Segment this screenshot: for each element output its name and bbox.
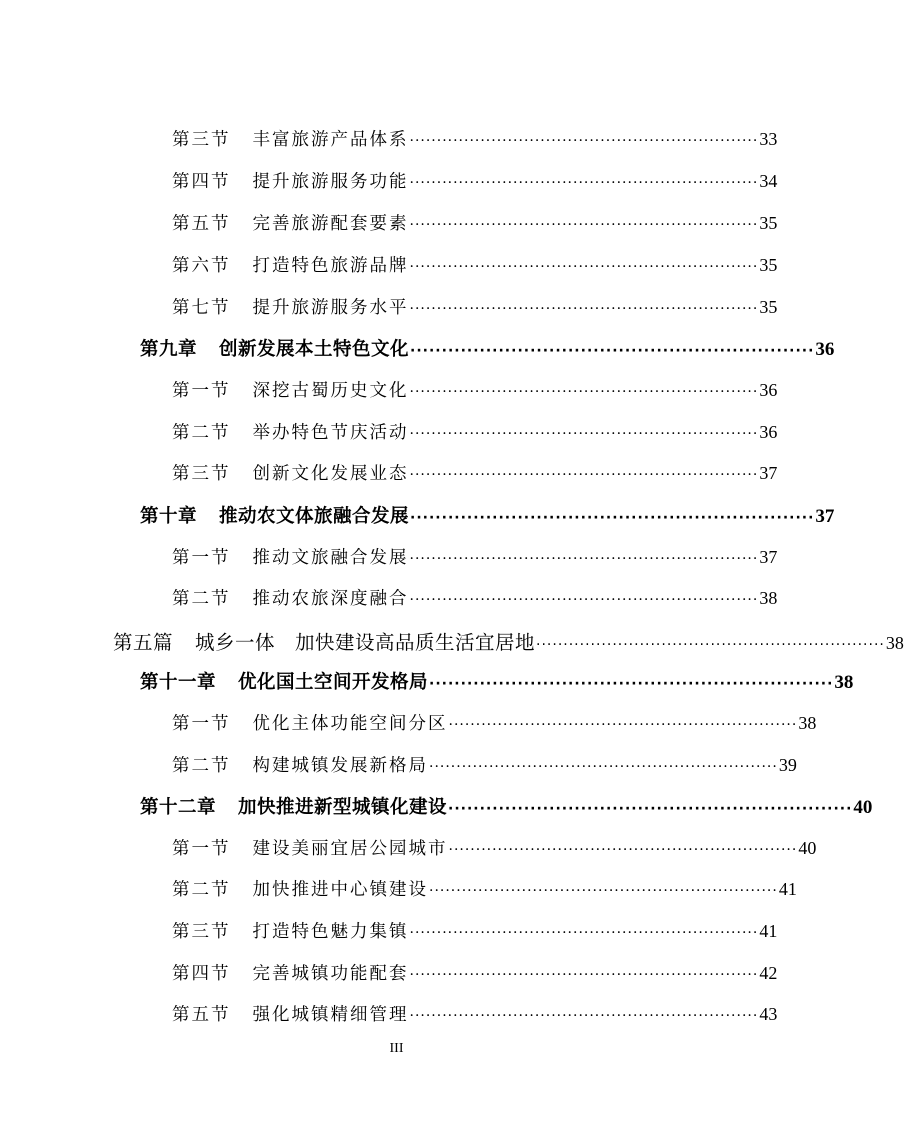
toc-section-entry[interactable]	[172, 544, 778, 569]
page-number: 40	[853, 797, 873, 818]
page-number: 35	[759, 297, 778, 317]
toc-section-entry[interactable]	[172, 876, 797, 901]
chapter-number: 第十二章	[140, 797, 217, 818]
section-number: 第四节	[172, 964, 231, 984]
toc-section-entry[interactable]	[172, 1001, 778, 1026]
page-number: 33	[759, 129, 778, 149]
toc-section-entry[interactable]	[172, 168, 778, 193]
page-number: 43	[759, 1004, 778, 1024]
chapter-number: 第九章	[140, 339, 198, 360]
part-number: 第五篇	[113, 631, 174, 654]
section-number: 第三节	[172, 464, 231, 484]
chapter-title: 推动农文体旅融合发展	[219, 506, 410, 527]
toc-section-entry[interactable]	[172, 377, 778, 402]
section-number: 第一节	[172, 714, 231, 734]
dot-leader: ································································	[409, 925, 759, 941]
section-title: 优化主体功能空间分区	[252, 714, 448, 734]
dot-leader: ································································	[448, 717, 798, 733]
dot-leader: ································································	[409, 259, 759, 275]
page-number: 34	[759, 171, 778, 191]
toc-section-entry[interactable]	[172, 918, 778, 943]
page-number: 39	[778, 755, 797, 775]
section-title: 举办特色节庆活动	[252, 423, 409, 443]
section-title: 打造特色旅游品牌	[252, 256, 409, 276]
dot-leader: ································································	[409, 1008, 759, 1024]
page-number: 42	[759, 963, 778, 983]
dot-leader: ································································	[409, 551, 759, 567]
toc-section-entry[interactable]	[172, 752, 797, 777]
chapter-number: 第十一章	[140, 672, 217, 693]
part-title: 城乡一体 加快建设高品质生活宜居地	[195, 631, 536, 654]
section-title: 打造特色魅力集镇	[252, 922, 409, 942]
toc-section-entry[interactable]	[172, 419, 778, 444]
page-number: 36	[759, 380, 778, 400]
toc-section-entry[interactable]	[172, 126, 778, 151]
dot-leader: ································································	[409, 301, 759, 317]
section-title: 加快推进中心镇建设	[252, 880, 428, 900]
dot-leader: ································································	[409, 217, 759, 233]
section-number: 第一节	[172, 381, 231, 401]
chapter-number: 第十章	[140, 506, 198, 527]
section-title: 丰富旅游产品体系	[252, 130, 409, 150]
section-number: 第五节	[172, 214, 231, 234]
page-number: 35	[759, 213, 778, 233]
dot-leader: ································································	[429, 759, 778, 775]
section-title: 构建城镇发展新格局	[252, 756, 428, 776]
section-number: 第六节	[172, 256, 231, 276]
dot-leader: ································································	[409, 384, 759, 400]
page-number: 41	[759, 921, 778, 941]
page-number: 40	[798, 838, 817, 858]
page-number: 38	[834, 672, 854, 693]
toc-section-entry[interactable]	[172, 835, 817, 860]
dot-leader: ································································	[448, 842, 798, 858]
section-number: 第二节	[172, 589, 231, 609]
dot-leader: ································································	[429, 883, 778, 899]
page-number: 37	[759, 547, 778, 567]
section-number: 第三节	[172, 130, 231, 150]
page-number: 38	[885, 633, 904, 653]
dot-leader: ································································	[409, 426, 759, 442]
dot-leader: ································································	[410, 510, 815, 526]
section-number: 第七节	[172, 298, 231, 318]
section-title: 强化城镇精细管理	[252, 1005, 409, 1025]
toc-section-entry[interactable]	[172, 585, 778, 610]
page-number: 38	[798, 713, 817, 733]
section-title: 建设美丽宜居公园城市	[252, 839, 448, 859]
toc-section-entry[interactable]	[172, 960, 778, 985]
toc-chapter-entry[interactable]	[140, 502, 835, 528]
section-number: 第一节	[172, 839, 231, 859]
page-number: 41	[778, 879, 797, 899]
toc-section-entry[interactable]	[172, 294, 778, 319]
toc-section-entry[interactable]	[172, 210, 778, 235]
page-number: 38	[759, 588, 778, 608]
dot-leader: ································································	[409, 175, 759, 191]
dot-leader: ································································	[536, 637, 885, 653]
dot-leader: ································································	[448, 801, 853, 817]
dot-leader: ································································	[409, 967, 759, 983]
dot-leader: ································································	[409, 467, 759, 483]
page-number: 36	[815, 339, 835, 360]
toc-section-entry[interactable]	[172, 252, 778, 277]
dot-leader: ································································	[429, 676, 834, 692]
chapter-title: 创新发展本土特色文化	[219, 339, 410, 360]
section-title: 提升旅游服务功能	[252, 172, 409, 192]
section-number: 第一节	[172, 548, 231, 568]
toc-chapter-entry[interactable]	[140, 668, 854, 694]
section-number: 第二节	[172, 880, 231, 900]
section-title: 推动农旅深度融合	[252, 589, 409, 609]
footer-page-number: III	[389, 1041, 404, 1056]
page-number: 37	[759, 463, 778, 483]
section-title: 完善旅游配套要素	[252, 214, 409, 234]
section-title: 提升旅游服务水平	[252, 298, 409, 318]
chapter-title: 加快推进新型城镇化建设	[238, 797, 448, 818]
section-number: 第二节	[172, 756, 231, 776]
section-number: 第二节	[172, 423, 231, 443]
section-number: 第五节	[172, 1005, 231, 1025]
toc-section-entry[interactable]	[172, 460, 778, 485]
section-title: 完善城镇功能配套	[252, 964, 409, 984]
toc-part-entry[interactable]	[113, 627, 904, 655]
toc-section-entry[interactable]	[172, 710, 817, 735]
toc-chapter-entry[interactable]	[140, 793, 873, 819]
page-number: 36	[759, 422, 778, 442]
section-number: 第四节	[172, 172, 231, 192]
dot-leader: ································································	[409, 133, 759, 149]
section-title: 推动文旅融合发展	[252, 548, 409, 568]
toc-chapter-entry[interactable]	[140, 335, 835, 361]
dot-leader: ································································	[410, 343, 815, 359]
page-number: 37	[815, 506, 835, 527]
section-number: 第三节	[172, 922, 231, 942]
page-number: 35	[759, 255, 778, 275]
chapter-title: 优化国土空间开发格局	[238, 672, 429, 693]
section-title: 创新文化发展业态	[252, 464, 409, 484]
section-title: 深挖古蜀历史文化	[252, 381, 409, 401]
dot-leader: ································································	[409, 592, 759, 608]
